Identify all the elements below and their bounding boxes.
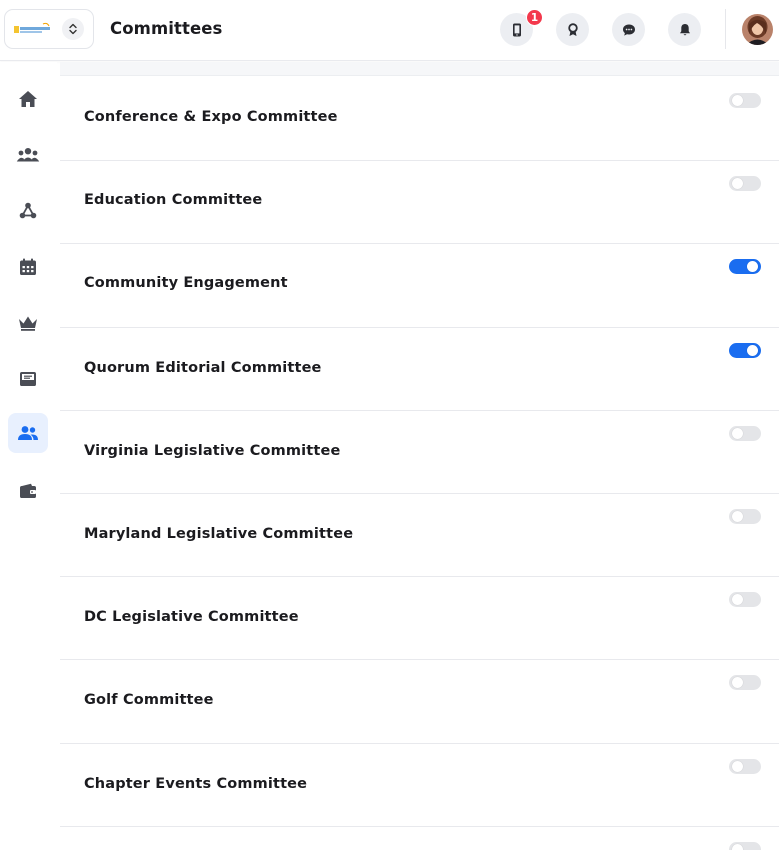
committee-row: [60, 660, 779, 744]
members-icon: [16, 147, 40, 163]
committee-name: Community Engagement: [84, 275, 288, 291]
bell-icon: [679, 23, 691, 37]
committee-row: [60, 161, 779, 244]
committee-name: Maryland Legislative Committee: [84, 526, 354, 542]
notifications-button[interactable]: [668, 13, 701, 46]
inbox-icon: [19, 371, 37, 387]
organization-switcher[interactable]: [4, 9, 94, 49]
toggle-knob: [732, 95, 743, 106]
top-header: [0, 0, 779, 61]
committee-row: [60, 744, 779, 827]
committee-row: [60, 244, 779, 328]
toggle-knob: [747, 345, 758, 356]
toggle-knob: [732, 428, 743, 439]
toggle-knob: [732, 178, 743, 189]
committee-toggle[interactable]: [729, 93, 761, 108]
notification-badge: 1: [526, 9, 543, 26]
sidebar-item-network[interactable]: [8, 191, 48, 231]
user-avatar[interactable]: [742, 14, 773, 45]
messages-button[interactable]: [612, 13, 645, 46]
committee-name: Conference & Expo Committee: [84, 109, 338, 125]
sidebar-item-home[interactable]: [8, 79, 48, 119]
committee-row: [60, 328, 779, 411]
committee-toggle[interactable]: [729, 176, 761, 191]
sidebar-item-premium[interactable]: [8, 303, 48, 343]
sidebar-item-inbox[interactable]: [8, 359, 48, 399]
toggle-knob: [747, 261, 758, 272]
toggle-knob: [732, 677, 743, 688]
mobile-device-icon: [511, 23, 523, 37]
award-icon: [567, 23, 579, 37]
committee-name: Chapter Events Committee: [84, 776, 308, 792]
committee-row: [60, 77, 779, 161]
committee-name: Quorum Editorial Committee: [84, 360, 322, 376]
committee-toggle[interactable]: [729, 259, 761, 274]
committee-toggle[interactable]: [729, 675, 761, 690]
network-icon: [18, 202, 38, 220]
mobile-app-button[interactable]: [500, 11, 539, 46]
committee-name: DC Legislative Committee: [84, 609, 299, 625]
home-icon: [18, 90, 38, 108]
committees-icon: [17, 425, 39, 441]
committee-row: [60, 827, 779, 850]
sidebar-item-committees[interactable]: [8, 413, 48, 453]
wallet-icon: [19, 483, 37, 499]
toggle-knob: [732, 594, 743, 605]
committee-row: [60, 577, 779, 660]
committee-toggle[interactable]: [729, 509, 761, 524]
committee-toggle[interactable]: [729, 759, 761, 774]
calendar-icon: [19, 258, 37, 276]
committee-toggle[interactable]: [729, 426, 761, 441]
committee-toggle[interactable]: [729, 592, 761, 607]
toggle-knob: [732, 761, 743, 772]
committee-name: Golf Committee: [84, 692, 214, 708]
toggle-knob: [732, 511, 743, 522]
chat-icon: [622, 23, 636, 37]
page-title: Committees: [110, 19, 223, 38]
organization-logo: [13, 22, 51, 36]
sidebar-item-wallet[interactable]: [8, 471, 48, 511]
sidebar-item-members[interactable]: [8, 135, 48, 175]
committee-toggle[interactable]: [729, 343, 761, 358]
committee-name: Virginia Legislative Committee: [84, 443, 341, 459]
achievements-button[interactable]: [556, 13, 589, 46]
chevron-up-down-icon[interactable]: [62, 18, 84, 40]
committee-name: Education Committee: [84, 192, 263, 208]
sidebar-item-calendar[interactable]: [8, 247, 48, 287]
crown-icon: [18, 315, 38, 331]
committees-list: [60, 62, 779, 850]
committee-row: [60, 411, 779, 494]
header-divider: [725, 9, 726, 49]
list-top-strip: [60, 62, 779, 76]
committee-row: [60, 494, 779, 577]
committee-toggle[interactable]: [729, 842, 761, 850]
toggle-knob: [732, 844, 743, 850]
sidebar: [0, 62, 57, 850]
